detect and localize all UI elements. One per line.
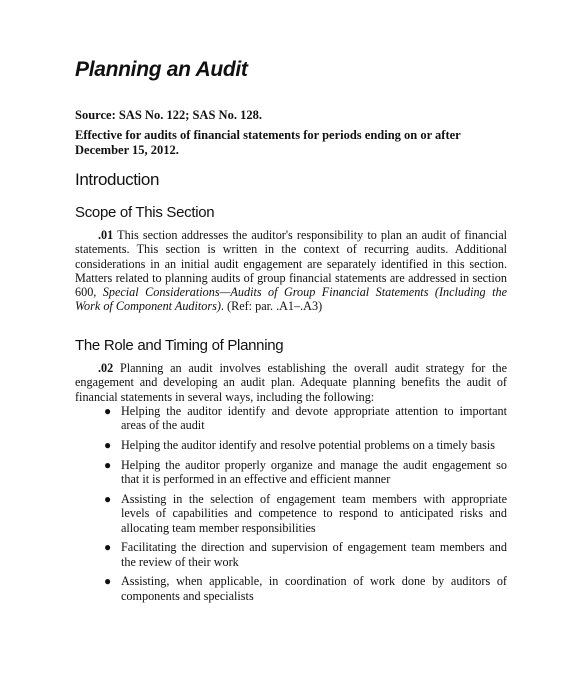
effective-date-line: Effective for audits of financial statements for periods ending on or after December 15, 2012.: [75, 128, 461, 157]
bullet-text: Assisting, when applicable, in coordination of work done by auditors of components and specialists: [121, 574, 507, 603]
paragraph-02: [75, 361, 507, 404]
bullet-item: [104, 404, 507, 433]
document-title: Planning an Audit: [75, 58, 248, 81]
bullet-item: [104, 438, 507, 453]
source-line: Source: SAS No. 122; SAS No. 128.: [75, 108, 262, 122]
paragraph-number: .02: [98, 361, 114, 375]
bullet-icon: ●: [104, 574, 112, 589]
paragraph-italic-reference: Special Considerations—Audits of Group Financial Statements (Including the Work of Component Auditors): [75, 285, 507, 314]
bullet-icon: ●: [104, 438, 112, 453]
bullet-text: Assisting in the selection of engagement team members with appropriate levels of capabilities and competence to respond to anticipated risks and allocating team member responsibilities: [121, 491, 507, 535]
section-heading-introduction: Introduction: [75, 170, 160, 189]
subsection-heading-scope: Scope of This Section: [75, 204, 215, 221]
benefits-bullet-list: [104, 404, 507, 609]
paragraph-01: [75, 228, 507, 314]
paragraph-tail: . (Ref: par. .A1–.A3): [220, 299, 323, 314]
bullet-text: Facilitating the direction and supervision of engagement team members and the review of their work: [121, 540, 507, 569]
subsection-heading-role-timing: The Role and Timing of Planning: [75, 337, 284, 354]
bullet-icon: ●: [104, 491, 112, 506]
paragraph-text: This section addresses the auditor's responsibility to plan an audit of financial statements. This section is written in the context of recurring audits. Additional considerations in an initial audit engagement are separately identified in this section. Matters related to planning audits of group financial statements are addressed in section 600,: [75, 228, 507, 300]
bullet-item: [104, 540, 507, 569]
bullet-item: [104, 574, 507, 603]
bullet-icon: ●: [104, 540, 112, 555]
bullet-item: [104, 457, 507, 487]
bullet-text: Helping the auditor properly organize and manage the audit engagement so that it is performed in an effective and efficient manner: [121, 457, 507, 487]
paragraph-text: Planning an audit involves establishing the overall audit strategy for the engagement and developing an audit plan. Adequate planning benefits the audit of financial statements in several ways, including the following:: [75, 361, 507, 404]
bullet-text: Helping the auditor identify and resolve potential problems on a timely basis: [121, 438, 496, 453]
bullet-icon: ●: [104, 404, 112, 418]
bullet-item: [104, 491, 507, 535]
paragraph-number: .01: [98, 228, 114, 242]
bullet-text: Helping the auditor identify and devote appropriate attention to important areas of the audit: [121, 404, 507, 433]
bullet-icon: ●: [104, 457, 112, 472]
